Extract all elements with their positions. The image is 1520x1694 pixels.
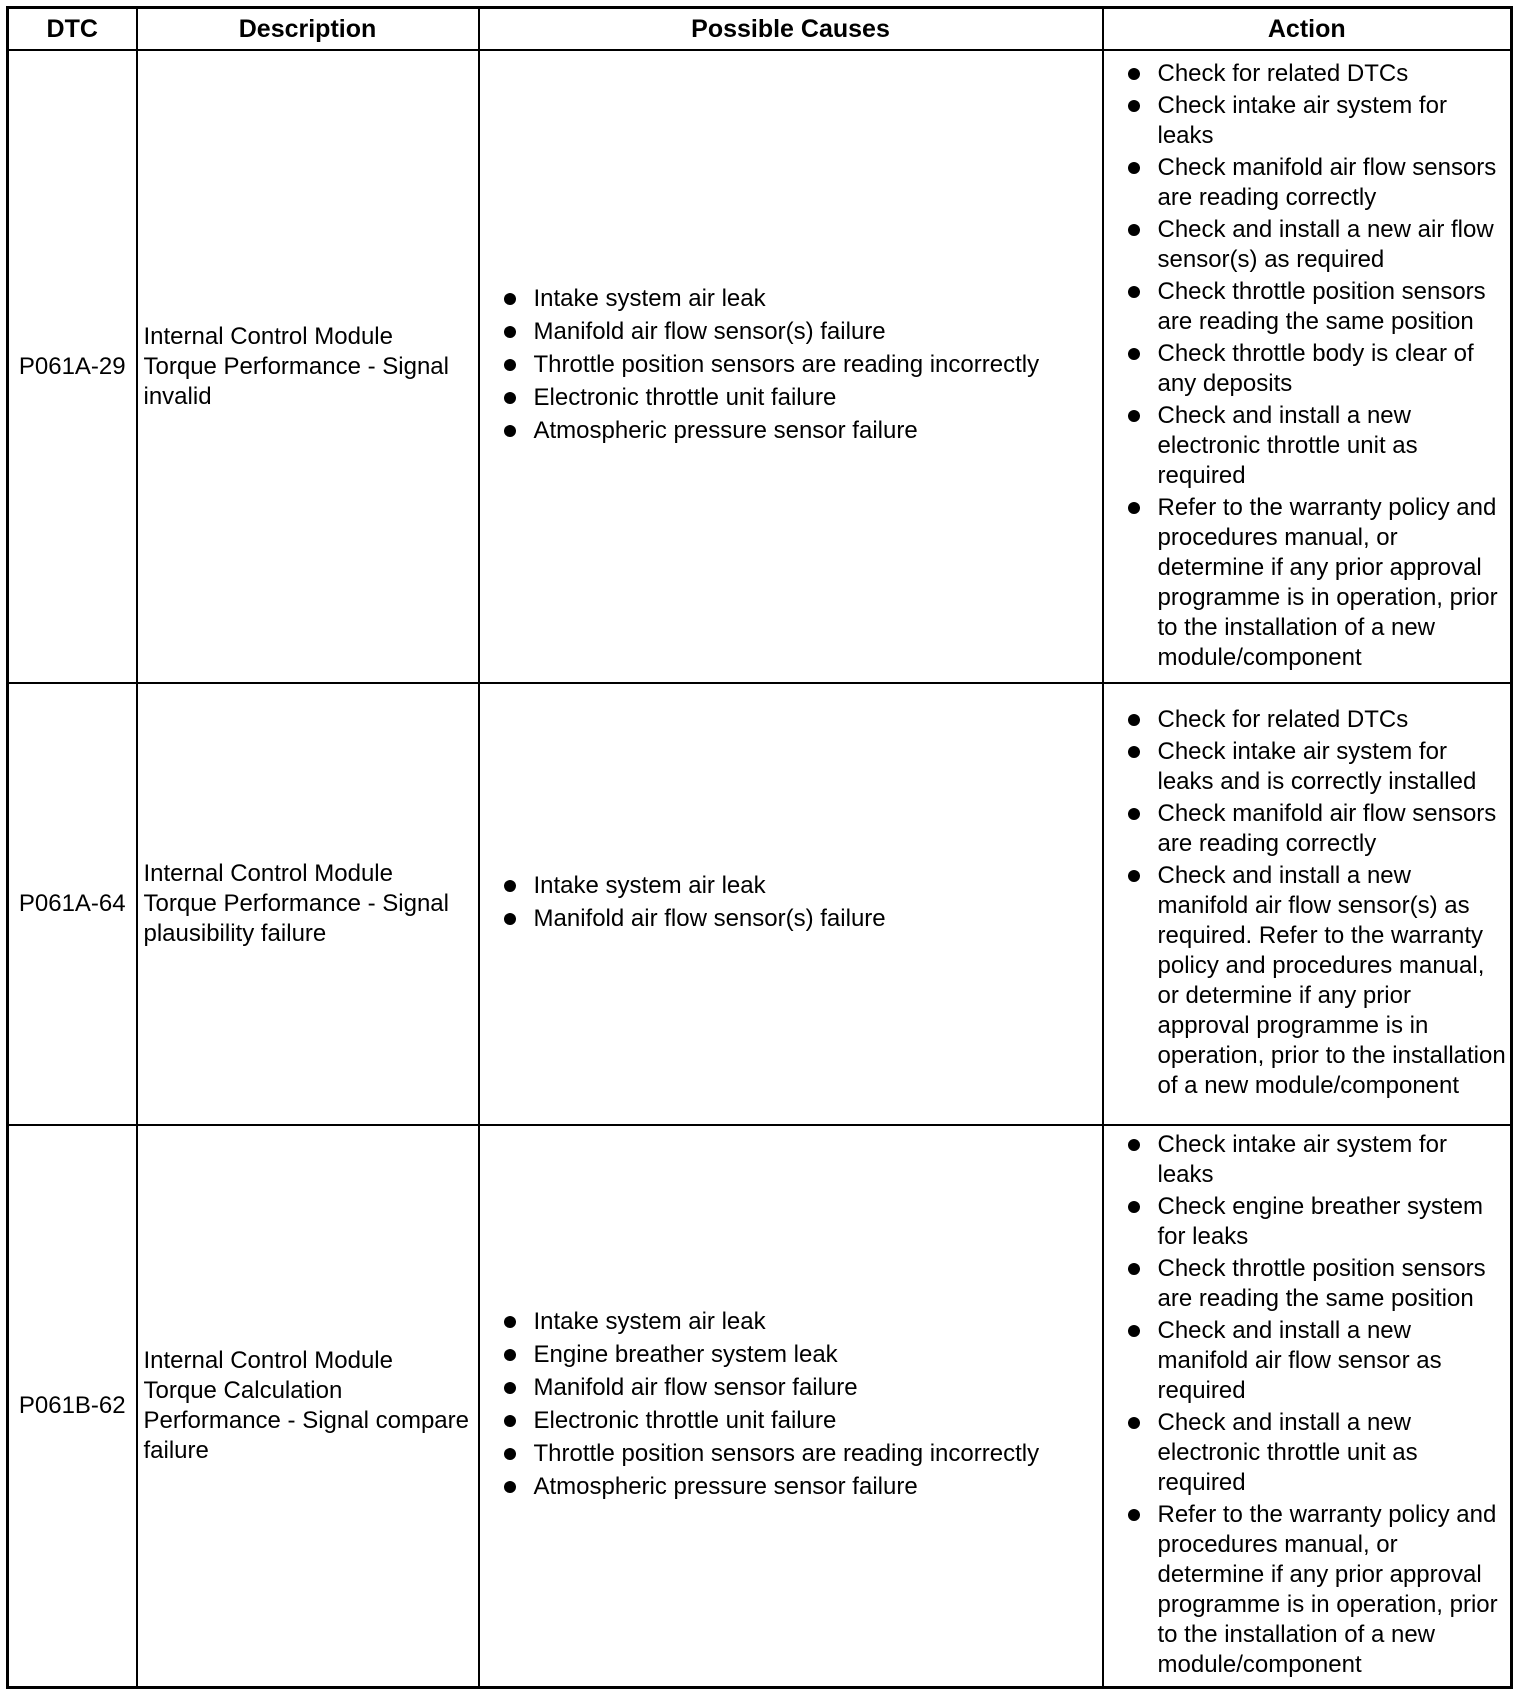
dtc-code-cell: P061B-62 — [8, 1125, 137, 1688]
description-cell: Internal Control Module Torque Performance - Signal plausibility failure — [137, 683, 479, 1125]
action-item: Check engine breather system for leaks — [1126, 1192, 1507, 1252]
table-row — [8, 1125, 1512, 1688]
action-item: Check and install a new air flow sensor(s) as required — [1126, 215, 1507, 275]
cause-item: Manifold air flow sensor failure — [502, 1373, 1096, 1403]
header-dtc: DTC — [8, 8, 137, 51]
action-cell — [1103, 50, 1512, 683]
dtc-code-cell: P061A-29 — [8, 50, 137, 683]
cause-item: Throttle position sensors are reading incorrectly — [502, 350, 1096, 380]
cause-item: Throttle position sensors are reading incorrectly — [502, 1439, 1096, 1469]
action-item: Check throttle position sensors are reading the same position — [1126, 1254, 1507, 1314]
cause-item: Electronic throttle unit failure — [502, 383, 1096, 413]
action-item: Refer to the warranty policy and procedures manual, or determine if any prior approval programme is in operation, prior to the installation of a new module/component — [1126, 1500, 1507, 1680]
description-cell: Internal Control Module Torque Performance - Signal invalid — [137, 50, 479, 683]
action-item: Check and install a new electronic throttle unit as required — [1126, 401, 1507, 491]
action-item: Check intake air system for leaks — [1126, 91, 1507, 151]
cause-item: Electronic throttle unit failure — [502, 1406, 1096, 1436]
causes-list — [502, 284, 1096, 446]
action-item: Check intake air system for leaks and is correctly installed — [1126, 737, 1507, 797]
cause-item: Intake system air leak — [502, 1307, 1096, 1337]
action-cell — [1103, 683, 1512, 1125]
action-item: Check and install a new manifold air flow sensor as required — [1126, 1316, 1507, 1406]
table-row — [8, 50, 1512, 683]
cause-item: Intake system air leak — [502, 284, 1096, 314]
cause-item: Intake system air leak — [502, 871, 1096, 901]
cause-item: Engine breather system leak — [502, 1340, 1096, 1370]
action-item: Check intake air system for leaks — [1126, 1130, 1507, 1190]
actions-list — [1126, 59, 1507, 673]
action-item: Check throttle position sensors are reading the same position — [1126, 277, 1507, 337]
dtc-table — [6, 6, 1513, 1689]
cause-item: Atmospheric pressure sensor failure — [502, 416, 1096, 446]
causes-list — [502, 1307, 1096, 1502]
possible-causes-cell — [479, 683, 1103, 1125]
possible-causes-cell — [479, 1125, 1103, 1688]
action-item: Check and install a new manifold air flow sensor(s) as required. Refer to the warranty policy and procedures manual, or determine if any prior approval programme is in operation, prior to the installation of a new module/component — [1126, 861, 1507, 1101]
cause-item: Manifold air flow sensor(s) failure — [502, 317, 1096, 347]
header-possible-causes: Possible Causes — [479, 8, 1103, 51]
cause-item: Atmospheric pressure sensor failure — [502, 1472, 1096, 1502]
action-item: Check throttle body is clear of any deposits — [1126, 339, 1507, 399]
table-header — [8, 8, 1512, 51]
actions-list — [1126, 705, 1507, 1101]
actions-list — [1126, 1130, 1507, 1680]
action-item: Refer to the warranty policy and procedures manual, or determine if any prior approval programme is in operation, prior to the installation of a new module/component — [1126, 493, 1507, 673]
causes-list — [502, 871, 1096, 934]
dtc-code-cell: P061A-64 — [8, 683, 137, 1125]
header-description: Description — [137, 8, 479, 51]
action-cell — [1103, 1125, 1512, 1688]
description-cell: Internal Control Module Torque Calculation Performance - Signal compare failure — [137, 1125, 479, 1688]
header-action: Action — [1103, 8, 1512, 51]
table-row — [8, 683, 1512, 1125]
table-body — [8, 50, 1512, 1688]
action-item: Check manifold air flow sensors are reading correctly — [1126, 153, 1507, 213]
action-item: Check for related DTCs — [1126, 59, 1507, 89]
action-item: Check and install a new electronic throttle unit as required — [1126, 1408, 1507, 1498]
possible-causes-cell — [479, 50, 1103, 683]
action-item: Check manifold air flow sensors are reading correctly — [1126, 799, 1507, 859]
header-row — [8, 8, 1512, 51]
action-item: Check for related DTCs — [1126, 705, 1507, 735]
cause-item: Manifold air flow sensor(s) failure — [502, 904, 1096, 934]
